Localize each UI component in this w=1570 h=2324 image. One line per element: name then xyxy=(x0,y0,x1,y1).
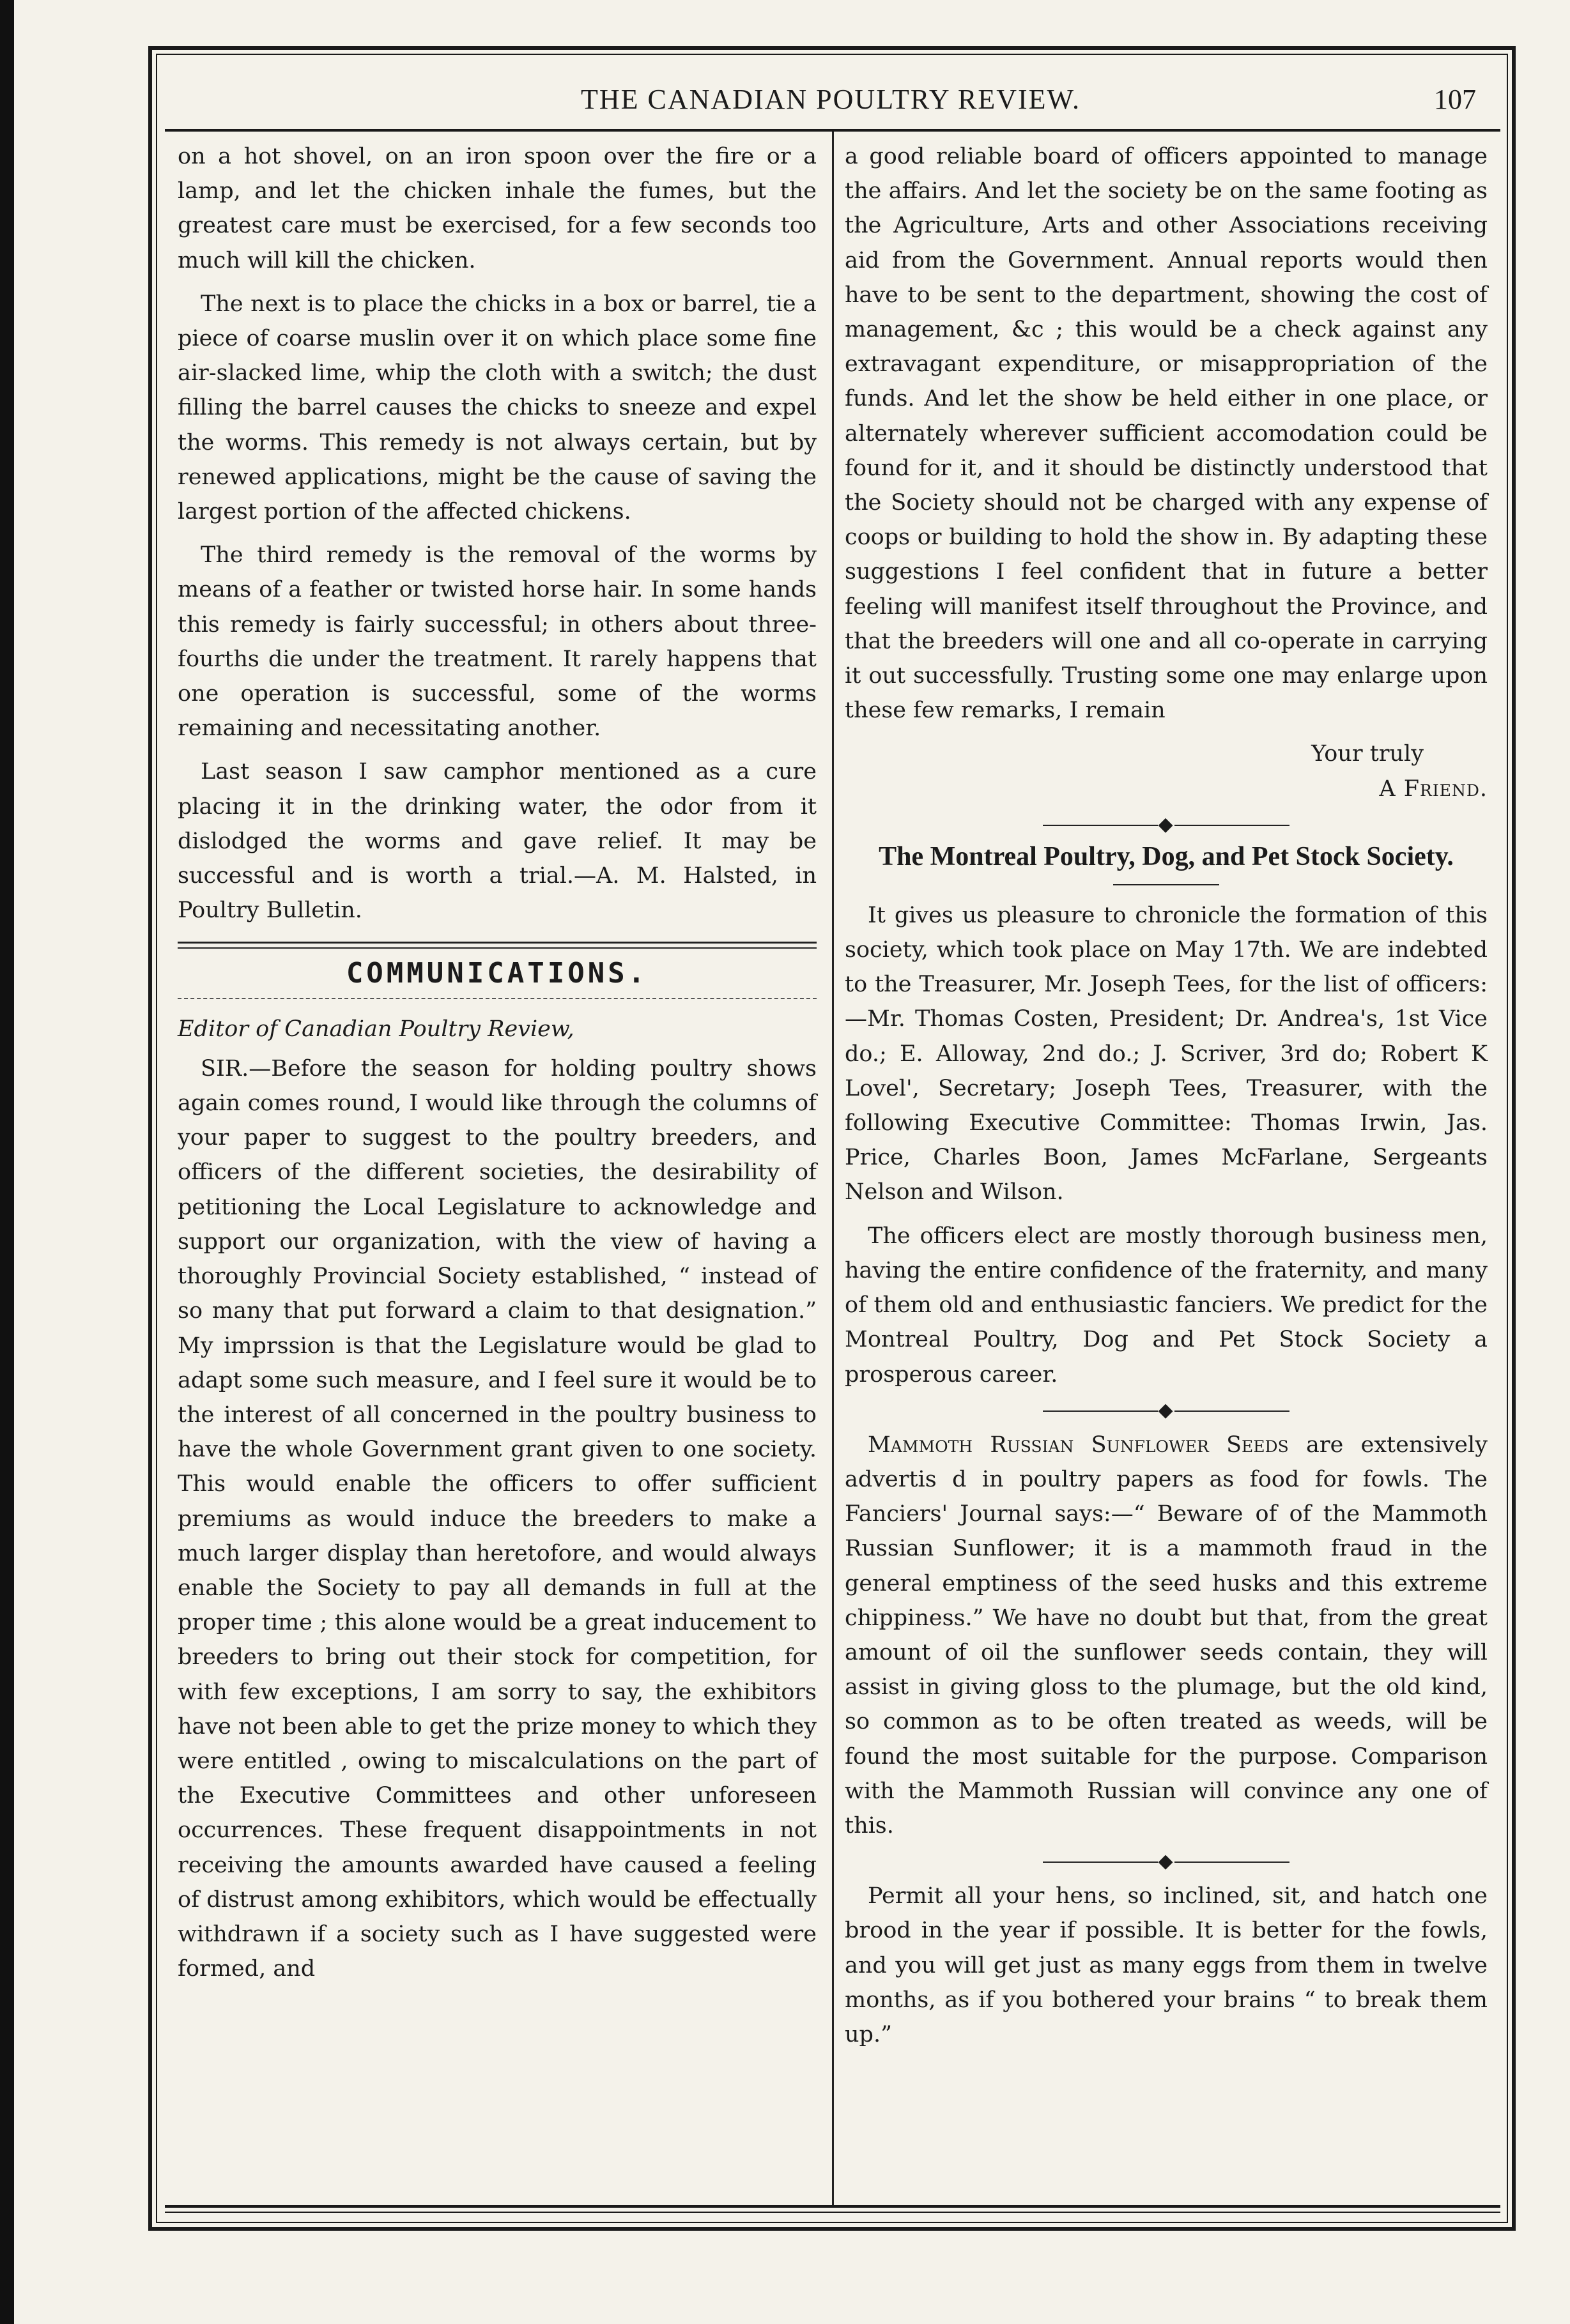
article-paragraph: Last season I saw camphor mentioned as a cure placing it in the drinking water, the odor from it dislodged the worms and gave relief. It may be successful and is worth a trial.—A. M. Halsted, in Poultry Bulletin. xyxy=(178,759,817,924)
article-heading: The Montreal Poultry, Dog, and Pet Stock Society. xyxy=(879,841,1454,871)
article-paragraph: Permit all your hens, so inclined, sit, and hatch one brood in the year if possible. It is better for the fowls, and you will get just as many eggs from them in twelve months, as if you bothered your brains “ to break them up.” xyxy=(845,1883,1488,2047)
sunflower-text: are extensively advertis d in poultry papers as food for fowls. The Fanciers' Journal says:—“ Beware of of the Mammoth Russian Sunflower; it is a mammoth fraud in the general emptiness of the seed husks and this extreme chippiness.” We have no doubt but that, from the great amount of oil the sunflower seeds contain, they will assist in giving gloss to the plumage, but the old kind, so common as to be often treated as weeds, will be found the most suitable for the purpose. Comparison with the Mammoth Russian will convince any one of this. xyxy=(845,1432,1488,1839)
sunflower-paragraph xyxy=(845,1428,1488,1843)
article-paragraph: The officers elect are mostly thorough business men, having the entire confidence of the fraternity, and many of them old and enthusiastic fanciers. We predict for the Montreal Poultry, Dog and Pet Stock Society a prosperous career. xyxy=(845,1223,1488,1388)
ornament-divider: ◆ xyxy=(845,1401,1488,1420)
page-binding-edge xyxy=(0,0,14,2324)
ornament-divider: ◆ xyxy=(845,815,1488,834)
publication-title: THE CANADIAN POULTRY REVIEW. xyxy=(581,84,1081,115)
article-paragraph: The next is to place the chicks in a box or barrel, tie a piece of coarse muslin over it on which place some fine air-slacked lime, whip the cloth with a switch; the dust filling the barrel causes the chicks to sneeze and expel the worms. This remedy is not always certain, but by renewed applications, might be the cause of saving the largest portion of the affected chickens. xyxy=(178,291,817,525)
letter-continued: a good reliable board of officers appointed to manage the affairs. And let the society be on the same footing as the Agriculture, Arts and other Associations receiving aid from the Government. Annual reports would then have to be sent to the department, showing the cost of management, &c ; this would be a check against any extravagant expenditure, or misappropriation of the funds. And let the show be held either in one place, or alternately wherever sufficient accomodation could be found for it, and it should be distinctly understood that the Society should not be charged with any expense of coops or building to hold the show in. By adapting these suggestions I feel confident that in future a better feeling will manifest itself throughout the Province, and that the breeders will one and all co-operate in carrying it out successfully. Trusting some one may enlarge upon these few remarks, I remain xyxy=(845,144,1488,724)
letter-closing: Your truly xyxy=(1311,741,1424,767)
right-column xyxy=(845,139,1488,2061)
sunflower-lead: Mammoth Russian Sunflower Seeds xyxy=(868,1432,1289,1458)
column-divider xyxy=(832,132,834,2208)
letter-paragraph: SIR.—Before the season for holding poultry shows again comes round, I would like through the columns of your paper to suggest to the poultry breeders, and officers of the different societies, the desirability of petitioning the Local Legislature to acknowledge and support our organization, with the view of having a thoroughly Provincial Society established, “ instead of so many that put forward a claim to that designation.” My imprssion is that the Legislature would be glad to adapt some such measure, and I feel sure it would be to the interest of all concerned in the poultry business to have the whole Government grant given to one society. This would enable the officers to offer sufficient premiums as would induce the breeders to make a much larger display than heretofore, and would always enable the Society to pay all demands in full at the proper time ; this alone would be a great inducement to breeders to bring out their stock for competition, for with few exceptions, I am sorry to say, the exhibitors have not been able to get the prize money to which they were entitled , owing to miscalculations on the part of the Executive Committees and other unforeseen occurrences. These frequent disappointments in not receiving the amounts awarded have caused a feeling of distrust among exhibitors, which would be effectually withdrawn if a society such as I have suggested were formed, and xyxy=(178,1055,817,1982)
heading-underline xyxy=(1113,884,1219,885)
letter-salutation: Editor of Canadian Poultry Review, xyxy=(178,1016,574,1042)
section-rule xyxy=(178,942,817,949)
article-paragraph: The third remedy is the removal of the worms by means of a feather or twisted horse hair. In some hands this remedy is fairly successful; in others about three-fourths die under the treatment. It rarely happens that one operation is successful, some of the worms remaining and necessitating another. xyxy=(178,542,817,742)
section-title: COMMUNICATIONS. xyxy=(346,957,649,990)
ornament-divider: ◆ xyxy=(845,1852,1488,1871)
footer-rule-thin xyxy=(165,2212,1500,2213)
section-dash-rule xyxy=(178,998,817,999)
page-header xyxy=(166,72,1495,129)
page-number: 107 xyxy=(1434,84,1476,115)
footer-rule xyxy=(165,2205,1500,2208)
article-paragraph: on a hot shovel, on an iron spoon over the fire or a lamp, and let the chicken inhale the fumes, but the greatest care must be exercised, for a few seconds too much will kill the chicken. xyxy=(178,144,817,273)
article-paragraph: It gives us pleasure to chronicle the formation of this society, which took place on May 17th. We are indebted to the Treasurer, Mr. Joseph Tees, for the list of officers:—Mr. Thomas Costen, President; Dr. Andrea's, 1st Vice do.; E. Alloway, 2nd do.; J. Scriver, 3rd do; Robert K Lovel', Secretary; Joseph Tees, Treasurer, with the following Executive Committee: Thomas Irwin, Jas. Price, Charles Boon, James McFarlane, Sergeants Nelson and Wilson. xyxy=(845,902,1488,1205)
left-column xyxy=(178,139,817,1995)
letter-signature: A Friend. xyxy=(1379,776,1488,802)
